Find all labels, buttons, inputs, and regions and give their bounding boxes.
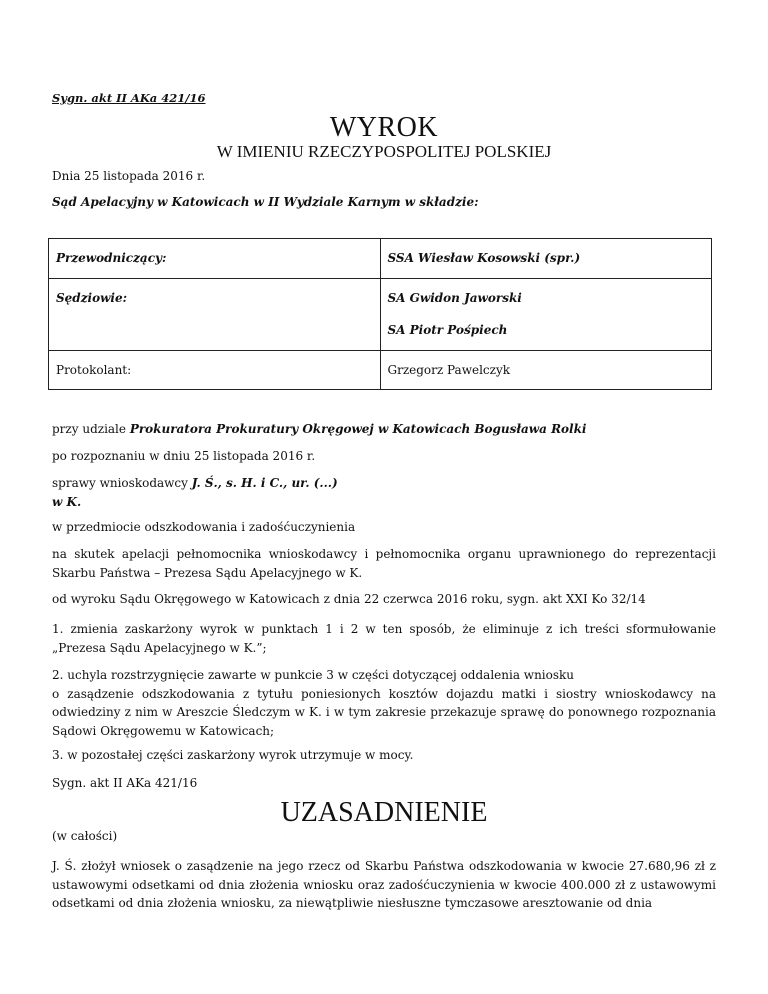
hearing-paragraph: po rozpoznaniu w dniu 25 listopada 2016 r. bbox=[52, 449, 316, 463]
court-composition-heading: Sąd Apelacyjny w Katowicach w II Wydziale Karnym w składzie: bbox=[52, 195, 479, 209]
judge-1: SA Gwidon Jaworski bbox=[387, 290, 522, 305]
document-title: WYROK bbox=[329, 112, 439, 143]
case-prefix: sprawy wnioskodawcy bbox=[52, 476, 192, 490]
ruling-point-1: 1. zmienia zaskarżony wyrok w punktach 1 i 2 w ten sposób, że eliminuje z ich treści sformułowanie „Prezesa Sądu Apelacyjnego w K.”; bbox=[52, 622, 716, 655]
ruling-point-2-line1: 2. uchyla rozstrzygnięcie zawarte w punkcie 3 w części dotyczącej oddalenia wniosku bbox=[52, 668, 575, 682]
judges-row bbox=[49, 278, 712, 350]
prosecutor-name: Prokuratora Prokuratury Okręgowej w Katowicach Bogusława Rolki bbox=[129, 422, 587, 436]
presiding-value: SSA Wiesław Kosowski (spr.) bbox=[380, 239, 712, 279]
presiding-row bbox=[49, 239, 712, 279]
justification-text: J. Ś. złożył wniosek o zasądzenie na jego rzecz od Skarbu Państwa odszkodowania w kwocie 27.680,96 zł z ustawowymi odsetkami od dnia złożenia wniosku oraz zadośćuczynienia w kwocie 400.000 zł z ustawowymi odsetkami od dnia złożenia wniosku, za niewątpliwie niesłuszne tymczasowe aresztowanie od dnia bbox=[52, 859, 716, 911]
case-paragraph bbox=[52, 474, 716, 511]
subject-paragraph: w przedmiocie odszkodowania i zadośćuczynienia bbox=[52, 520, 356, 534]
clerk-value: Grzegorz Pawelczyk bbox=[380, 350, 712, 390]
justification-scope: (w całości) bbox=[52, 829, 118, 843]
case-signature-top: Sygn. akt II AKa 421/16 bbox=[52, 91, 206, 105]
appeal-paragraph: na skutek apelacji pełnomocnika wnioskodawcy i pełnomocnika organu uprawnionego do reprezentacji Skarbu Państwa – Prezesa Sądu Apelacyjnego w K. bbox=[52, 547, 716, 580]
judges-label: Sędziowie: bbox=[49, 278, 381, 350]
justification-title: UZASADNIENIE bbox=[280, 797, 488, 828]
ruling-point-2 bbox=[52, 666, 716, 740]
prosecutor-prefix: przy udziale bbox=[52, 422, 130, 436]
case-party-line1: J. Ś., s. H. i C., ur. (...) bbox=[191, 476, 338, 490]
case-party-line2: w K. bbox=[52, 494, 82, 509]
judgment-ref-paragraph: od wyroku Sądu Okręgowego w Katowicach z dnia 22 czerwca 2016 roku, sygn. akt XXI Ko 32/14 bbox=[52, 592, 646, 606]
clerk-label: Protokolant: bbox=[49, 350, 381, 390]
bench-table bbox=[48, 238, 712, 390]
judgment-date: Dnia 25 listopada 2016 r. bbox=[52, 169, 206, 183]
prosecutor-paragraph bbox=[52, 420, 716, 439]
document-subtitle: W IMIENIU RZECZYPOSPOLITEJ POLSKIEJ bbox=[216, 142, 552, 161]
judges-value bbox=[380, 278, 712, 350]
presiding-label: Przewodniczący: bbox=[49, 239, 381, 279]
ruling-point-3: 3. w pozostałej części zaskarżony wyrok utrzymuje w mocy. bbox=[52, 748, 414, 762]
case-signature-bottom: Sygn. akt II AKa 421/16 bbox=[52, 776, 198, 790]
judge-2: SA Piotr Pośpiech bbox=[387, 323, 508, 338]
ruling-point-2-rest: o zasądzenie odszkodowania z tytułu poniesionych kosztów dojazdu matki i siostry wnioskodawcy na odwiedziny z nim w Areszcie Śledczym w K. i w tym zakresie przekazuje sprawę do ponownego rozpoznania Sądowi Okręgowemu w Katowicach; bbox=[52, 686, 716, 738]
clerk-row bbox=[49, 350, 712, 390]
